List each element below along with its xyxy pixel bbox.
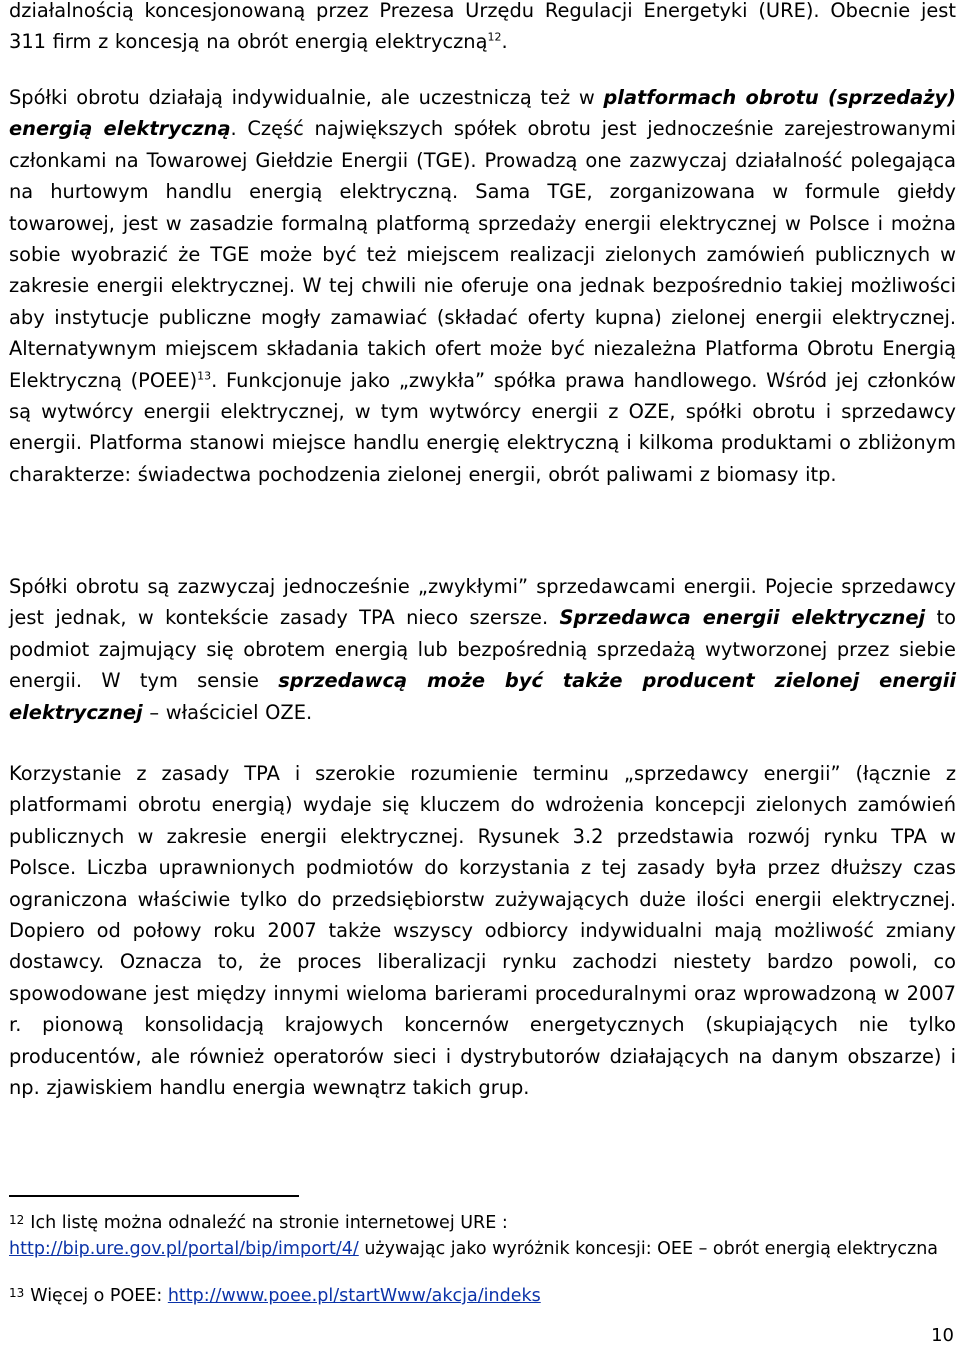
paragraph-1 <box>9 0 956 58</box>
footnote-separator <box>9 1195 299 1197</box>
paragraph-text: Spółki obrotu są zazwyczaj jednocześnie „zwykłymi” sprzedawcami energii. Pojecie sprzedawcy jest jednak, w kontekście zasady TPA nieco szersze. <box>9 575 956 630</box>
page-number: 10 <box>931 1325 954 1346</box>
paragraph-text: . Funkcjonuje jako „zwykła” spółka prawa handlowego. Wśród jej członków są wytwórcy energii elektrycznej, w tym wytwórcy energii z OZE, spółki obrotu i sprzedawcy energii. Platforma stanowi miejsce handlu energię elektryczną i kilkoma produktami o zbliżonym charakterze: świadectwa pochodzenia zielonej energii, obrót paliwami z biomasy itp. <box>9 368 956 486</box>
footnote-text: Ich listę można odnaleźć na stronie internetowej URE : <box>30 1213 508 1233</box>
footnote-ref-12[interactable]: 12 <box>487 30 502 44</box>
footnote-number: 13 <box>9 1286 25 1300</box>
footnote-12 <box>9 1211 956 1262</box>
footnote-number: 12 <box>9 1213 25 1227</box>
paragraph-text: . Część największych spółek obrotu jest jednocześnie zarejestrowanymi członkami na Towarowej Giełdzie Energii (TGE). Prowadzą one zazwyczaj działalność polegająca na hurtowym handlu energią elektryczną. Sama TGE, zorganizowana w formule giełdy towarowej, jest w zasadzie formalną platformą sprzedaży energii elektrycznej w Polsce i można sobie wyobrazić że TGE może być też miejscem realizacji zielonych zamówień publicznych w zakresie energii elektrycznej. W tej chwili nie oferuje ona jednak bezpośrednio takiej możliwości aby instytucje publiczne mogły zamawiać (składać oferty kupna) zielonej energii elektrycznej. Alternatywnym miejscem składania takich ofert może być niezależna Platforma Obrotu Energią Elektryczną (POEE) <box>9 117 956 392</box>
footnote-link[interactable]: http://www.poee.pl/startWww/akcja/indeks <box>167 1286 541 1306</box>
footnote-text: używając jako wyróżnik koncesji: OEE – obrót energią elektryczna <box>358 1238 939 1259</box>
paragraph-3 <box>9 571 956 728</box>
footnote-ref-13[interactable]: 13 <box>197 369 212 383</box>
paragraph-text: – właściciel OZE. <box>142 700 313 724</box>
emphasis-text: sprzedawcą może być także producent zielonej energii elektrycznej <box>9 669 956 724</box>
footnote-link[interactable]: http://bip.ure.gov.pl/portal/bip/import/4/ <box>9 1238 359 1259</box>
emphasis-text: platformach obrotu (sprzedaży) energią elektryczną <box>9 86 956 141</box>
footnote-13 <box>9 1284 956 1310</box>
paragraph-text: to podmiot zajmujący się obrotem energią lub bezpośrednią sprzedażą wytworzonej przez siebie energii. W tym sensie <box>9 606 956 693</box>
emphasis-text: Sprzedawca energii elektrycznej <box>559 606 926 630</box>
paragraph-text: działalnością koncesjonowaną przez Prezesa Urzędu Regulacji Energetyki (URE). Obecnie jest 311 firm z koncesją na obrót energią elektryczną <box>9 0 956 54</box>
footnote-text: Więcej o POEE: <box>30 1286 168 1306</box>
paragraph-2 <box>9 82 956 490</box>
paragraph-text: . <box>501 30 508 54</box>
paragraph-4: Korzystanie z zasady TPA i szerokie rozumienie terminu „sprzedawcy energii” (łącznie z platformami obrotu energią) wydaje się kluczem do wdrożenia koncepcji zielonych zamówień publicznych w zakresie energii elektrycznej. Rysunek 3.2 przedstawia rozwój rynku TPA w Polsce. Liczba uprawnionych podmiotów do korzystania z tej zasady była przez dłuższy czas ograniczona właściwie tylko do przedsiębiorstw zużywających duże ilości energii elektrycznej. Dopiero od połowy roku 2007 także wszyscy odbiorcy indywidualni mają możliwość zmiany dostawcy. Oznacza to, że proces liberalizacji rynku zachodzi niestety bardzo powoli, co spowodowane jest między innymi wieloma barierami proceduralnymi oraz wprowadzoną w 2007 r. pionową konsolidacją krajowych koncernów energetycznych (skupiających nie tylko producentów, ale również operatorów sieci i dystrybutorów działających na danym obszarze) i np. zjawiskiem handlu energia wewnątrz takich grup. <box>9 762 956 1100</box>
paragraph-text: Spółki obrotu działają indywidualnie, ale uczestniczą też w <box>9 86 604 109</box>
